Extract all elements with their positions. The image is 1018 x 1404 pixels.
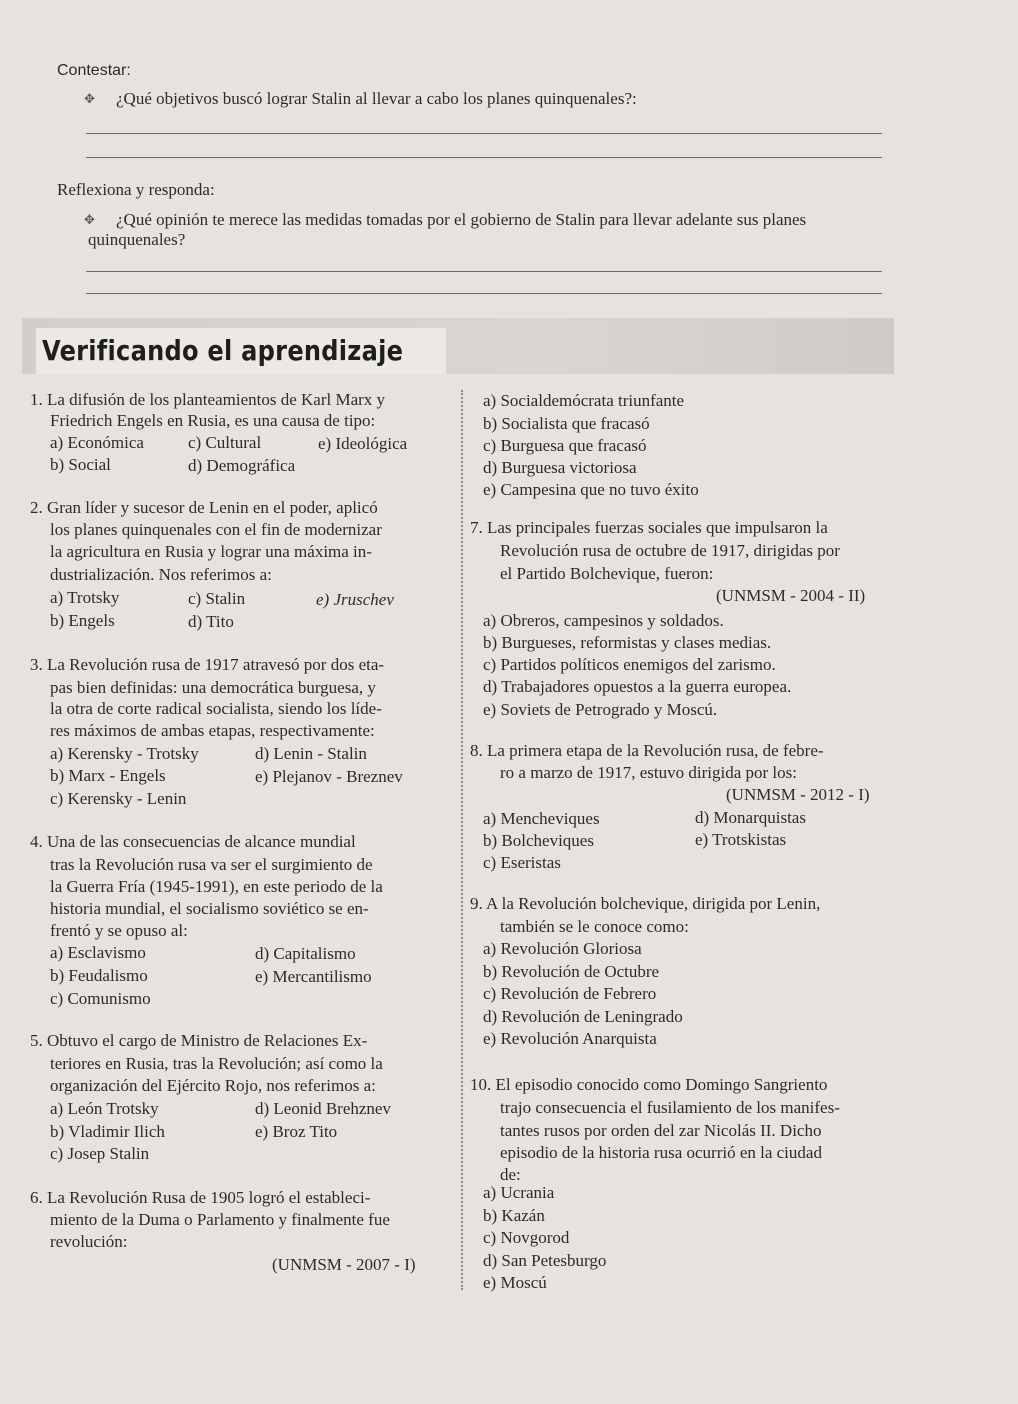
q4-text: tras la Revolución rusa va ser el surgimiento de (50, 855, 373, 874)
reflect-heading: Reflexiona y responda: (57, 180, 215, 199)
q1-text: Friedrich Engels en Rusia, es una causa de tipo: (50, 411, 376, 430)
section-title: Verificando el aprendizaje (42, 334, 404, 367)
q6-text: miento de la Duma o Parlamento y finalmente fue (50, 1210, 390, 1229)
q2-option[interactable]: e) Jruschev (316, 590, 394, 609)
q3-text: 3. La Revolución rusa de 1917 atravesó por dos eta- (30, 655, 385, 674)
q7-option[interactable]: c) Partidos políticos enemigos del zarismo. (483, 655, 776, 674)
q8-option[interactable]: b) Bolcheviques (483, 831, 594, 850)
q6-option[interactable]: d) Burguesa victoriosa (483, 458, 637, 477)
q6-source: (UNMSM - 2007 - I) (272, 1255, 416, 1274)
q2-option[interactable]: c) Stalin (188, 589, 246, 608)
question-objectives: ¿Qué objetivos buscó lograr Stalin al llevar a cabo los planes quinquenales?: (116, 89, 637, 108)
q1-option[interactable]: e) Ideológica (318, 434, 408, 453)
q4-option[interactable]: e) Mercantilismo (255, 967, 372, 986)
q1-option[interactable]: c) Cultural (188, 433, 262, 452)
q7-option[interactable]: a) Obreros, campesinos y soldados. (483, 611, 724, 630)
q7-option[interactable]: d) Trabajadores opuestos a la guerra europea. (483, 677, 792, 696)
q10-option[interactable]: e) Moscú (483, 1273, 547, 1292)
q8-source: (UNMSM - 2012 - I) (726, 785, 870, 804)
q4-option[interactable]: b) Feudalismo (50, 966, 148, 985)
q9-text: 9. A la Revolución bolchevique, dirigida por Lenin, (470, 894, 821, 913)
q2-option[interactable]: a) Trotsky (50, 588, 120, 607)
column-divider (461, 390, 463, 1290)
q8-option[interactable]: e) Trotskistas (695, 830, 787, 849)
q2-text: dustrialización. Nos referimos a: (50, 565, 272, 584)
q8-option[interactable]: a) Mencheviques (483, 809, 600, 828)
q4-option[interactable]: c) Comunismo (50, 989, 151, 1008)
q6-text: 6. La Revolución Rusa de 1905 logró el estableci- (30, 1188, 371, 1207)
q10-text: episodio de la historia rusa ocurrió en la ciudad (500, 1143, 822, 1162)
q7-source: (UNMSM - 2004 - II) (716, 586, 866, 605)
q9-option[interactable]: e) Revolución Anarquista (483, 1029, 657, 1048)
q5-option[interactable]: a) León Trotsky (50, 1099, 159, 1118)
q6-text: revolución: (50, 1232, 128, 1251)
q3-text: la otra de corte radical socialista, siendo los líde- (50, 699, 382, 718)
diamond-bullet-icon: ✥ (84, 91, 95, 106)
q8-option[interactable]: d) Monarquistas (695, 808, 806, 827)
q6-option[interactable]: a) Socialdemócrata triunfante (483, 391, 685, 410)
question-opinion-line2: quinquenales? (88, 230, 186, 249)
q4-option[interactable]: d) Capitalismo (255, 944, 356, 963)
q5-option[interactable]: d) Leonid Brehznev (255, 1099, 391, 1118)
answer-line[interactable] (86, 271, 882, 272)
q10-option[interactable]: a) Ucrania (483, 1183, 555, 1202)
q5-option[interactable]: e) Broz Tito (255, 1122, 338, 1141)
q10-text: tantes rusos por orden del zar Nicolás II. Dicho (500, 1121, 822, 1140)
q3-option[interactable]: c) Kerensky - Lenin (50, 789, 187, 808)
q2-option[interactable]: b) Engels (50, 611, 115, 630)
q3-option[interactable]: a) Kerensky - Trotsky (50, 744, 199, 763)
q3-text: res máximos de ambas etapas, respectivamente: (50, 721, 375, 740)
q9-option[interactable]: d) Revolución de Leningrado (483, 1007, 683, 1026)
q2-text: la agricultura en Rusia y lograr una máxima in- (50, 542, 372, 561)
q1-option[interactable]: a) Económica (50, 433, 144, 452)
q8-option[interactable]: c) Eseristas (483, 853, 561, 872)
q5-text: 5. Obtuvo el cargo de Ministro de Relaciones Ex- (30, 1031, 368, 1050)
q2-text: los planes quinquenales con el fin de modernizar (50, 520, 382, 539)
q3-option[interactable]: b) Marx - Engels (50, 766, 166, 785)
q7-text: 7. Las principales fuerzas sociales que impulsaron la (470, 518, 828, 537)
q3-option[interactable]: d) Lenin - Stalin (255, 744, 367, 763)
q1-option[interactable]: d) Demográfica (188, 456, 296, 475)
q10-option[interactable]: c) Novgorod (483, 1228, 570, 1247)
answer-line[interactable] (86, 133, 882, 134)
q2-option[interactable]: d) Tito (188, 612, 234, 631)
q8-text: 8. La primera etapa de la Revolución rusa, de febre- (470, 741, 824, 760)
q4-text: 4. Una de las consecuencias de alcance mundial (30, 832, 356, 851)
q1-option[interactable]: b) Social (50, 455, 111, 474)
contestar-heading: Contestar: (57, 62, 131, 79)
q7-text: Revolución rusa de octubre de 1917, dirigidas por (500, 541, 840, 560)
answer-line[interactable] (86, 293, 882, 294)
answer-line[interactable] (86, 157, 882, 158)
q10-option[interactable]: b) Kazán (483, 1206, 545, 1225)
q5-text: teriores en Rusia, tras la Revolución; así como la (50, 1054, 383, 1073)
q1-text: 1. La difusión de los planteamientos de Karl Marx y (30, 390, 386, 409)
q7-text: el Partido Bolchevique, fueron: (500, 564, 714, 583)
q9-option[interactable]: c) Revolución de Febrero (483, 984, 657, 1003)
q5-option[interactable]: c) Josep Stalin (50, 1144, 150, 1163)
q3-option[interactable]: e) Plejanov - Breznev (255, 767, 403, 786)
q4-option[interactable]: a) Esclavismo (50, 943, 146, 962)
q2-text: 2. Gran líder y sucesor de Lenin en el poder, aplicó (30, 498, 378, 517)
diamond-bullet-icon: ✥ (84, 212, 95, 227)
q7-option[interactable]: b) Burgueses, reformistas y clases medias. (483, 633, 772, 652)
q6-option[interactable]: b) Socialista que fracasó (483, 414, 650, 433)
q5-text: organización del Ejército Rojo, nos referimos a: (50, 1076, 376, 1095)
q10-text: de: (500, 1165, 521, 1184)
q9-option[interactable]: b) Revolución de Octubre (483, 962, 660, 981)
q4-text: la Guerra Fría (1945-1991), en este periodo de la (50, 877, 383, 896)
q6-option[interactable]: e) Campesina que no tuvo éxito (483, 480, 699, 499)
q9-text: también se le conoce como: (500, 917, 689, 936)
q4-text: frentó y se opuso al: (50, 921, 188, 940)
question-opinion-line1: ¿Qué opinión te merece las medidas tomadas por el gobierno de Stalin para llevar adelante sus planes (116, 210, 807, 229)
q10-text: 10. El episodio conocido como Domingo Sangriento (470, 1075, 828, 1094)
q3-text: pas bien definidas: una democrática burguesa, y (50, 678, 376, 697)
q6-option[interactable]: c) Burguesa que fracasó (483, 436, 647, 455)
q7-option[interactable]: e) Soviets de Petrogrado y Moscú. (483, 700, 718, 719)
q4-text: historia mundial, el socialismo soviético se en- (50, 899, 369, 918)
q10-text: trajo consecuencia el fusilamiento de los manifes- (500, 1098, 840, 1117)
q9-option[interactable]: a) Revolución Gloriosa (483, 939, 642, 958)
q5-option[interactable]: b) Vladimir Ilich (50, 1122, 165, 1141)
q8-text: ro a marzo de 1917, estuvo dirigida por los: (500, 763, 797, 782)
q10-option[interactable]: d) San Petesburgo (483, 1251, 607, 1270)
